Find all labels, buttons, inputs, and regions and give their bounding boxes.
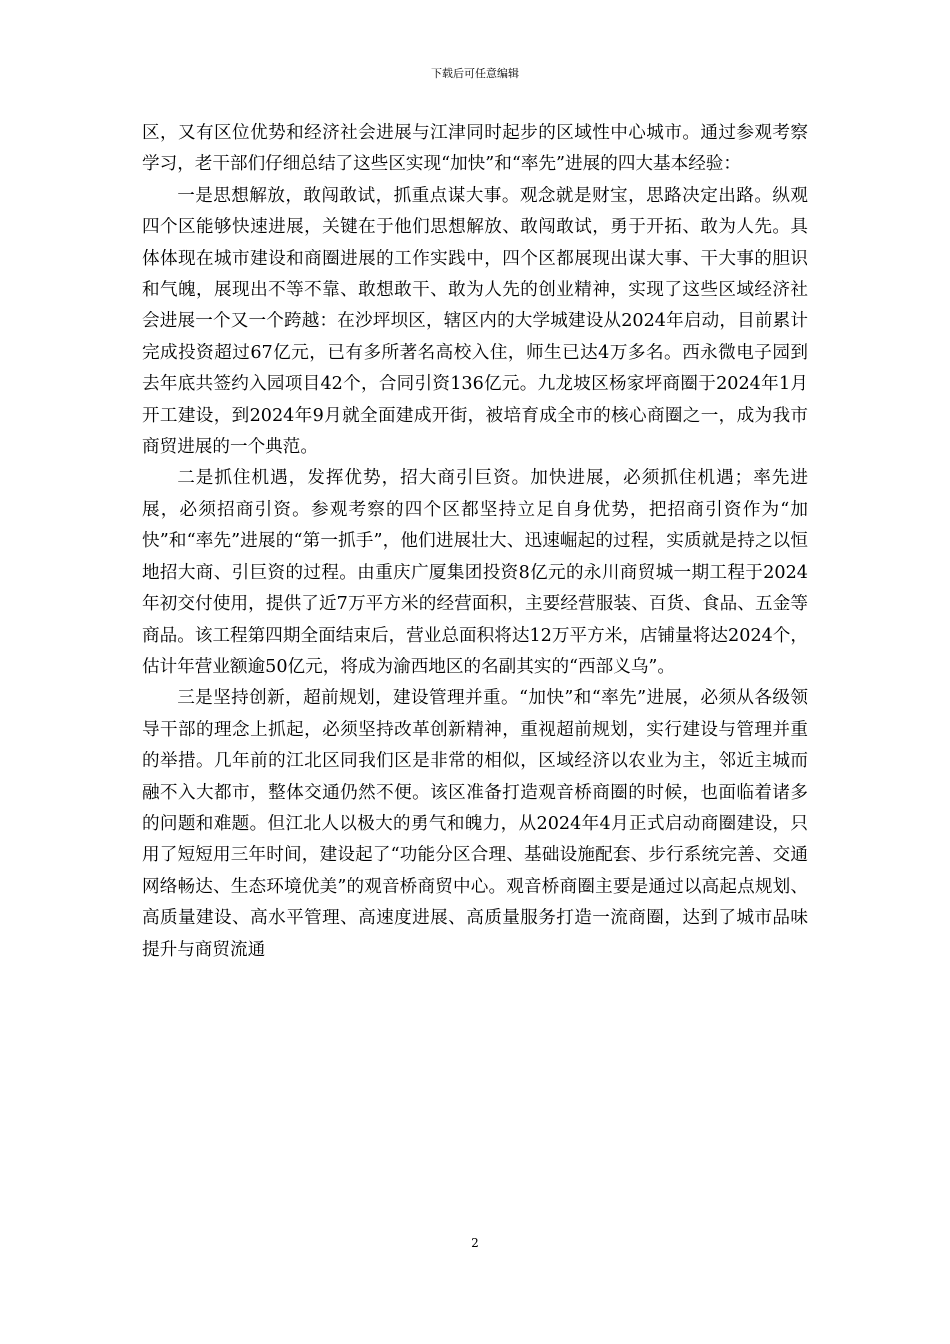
page-number: 2 [471, 1236, 479, 1250]
paragraph-experience-three: 三是坚持创新，超前规划，建设管理并重。“加快”和“率先”进展，必须从各级领导干部的理念上抓起，必须坚持改革创新精神，重视超前规划，实行建设与管理并重的举措。几年前的江北区同我们区是非常的相似，区域经济以农业为主，邻近主城而融不入大都市，整体交通仍然不便。该区准备打造观音桥商圈的时候，也面临着诸多的问题和难题。但江北人以极大的勇气和魄力，从2024年4月正式启动商圈建设，只用了短短用三年时间，建设起了“功能分区合理、基础设施配套、步行系统完善、交通网络畅达、生态环境优美”的观音桥商贸中心。观音桥商圈主要是通过以高起点规划、高质量建设、高水平管理、高速度进展、高质量服务打造一流商圈，达到了城市品味提升与商贸流通 [142, 688, 808, 960]
paragraph-experience-one: 一是思想解放，敢闯敢试，抓重点谋大事。观念就是财宝，思路决定出路。纵观四个区能够快速进展，关键在于他们思想解放、敢闯敢试，勇于开拓、敢为人先。具体体现在城市建设和商圈进展的工作实践中，四个区都展现出谋大事、干大事的胆识和气魄，展现出不等不靠、敢想敢干、敢为人先的创业精神，实现了这些区域经济社会进展一个又一个跨越：在沙坪坝区，辖区内的大学城建设从2024年启动，目前累计完成投资超过67亿元，已有多所著名高校入住，师生已达4万多名。西永微电子园到去年底共签约入园项目42个，合同引资136亿元。九龙坡区杨家坪商圈于2024年1月开工建设，到2024年9月就全面建成开街，被培育成全市的核心商圈之一，成为我市商贸进展的一个典范。 [142, 185, 808, 458]
paragraph-experience-two: 二是抓住机遇，发挥优势，招大商引巨资。加快进展，必须抓住机遇；率先进展，必须招商引资。参观考察的四个区都坚持立足自身优势，把招商引资作为“加快”和“率先”进展的“第一抓手”，他们进展壮大、迅速崛起的过程，实质就是持之以恒地招大商、引巨资的过程。由重庆广厦集团投资8亿元的永川商贸城一期工程于2024年初交付使用，提供了近7万平方米的经营面积，主要经营服装、百货、食品、五金等商品。该工程第四期全面结束后，营业总面积将达12万平方米，店铺量将达2024个，估计年营业额逾50亿元，将成为渝西地区的名副其实的“西部义乌”。 [142, 468, 808, 677]
page-header-note: 下载后可任意编辑 [431, 67, 519, 80]
document-body [142, 118, 808, 966]
paragraph-intro-continued: 区，又有区位优势和经济社会进展与江津同时起步的区域性中心城市。通过参观考察学习，老干部们仔细总结了这些区实现“加快”和“率先”进展的四大基本经验： [142, 123, 808, 175]
